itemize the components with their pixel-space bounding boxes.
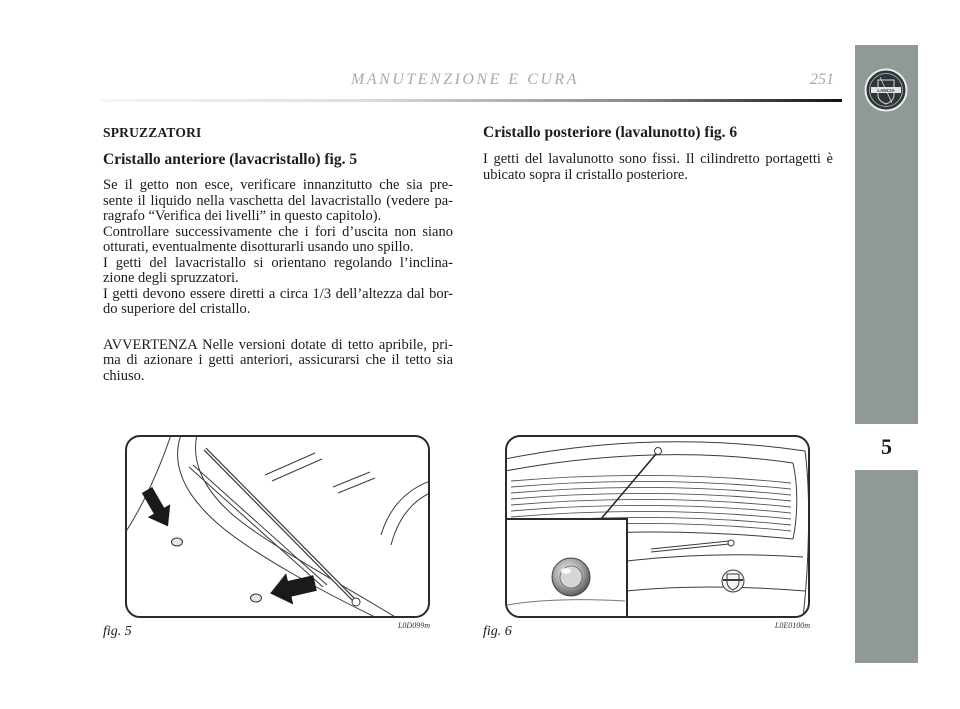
text-line: otturati, eventualmente disotturarli usando uno spillo.: [103, 239, 414, 255]
logo-text: LANCIA: [877, 87, 895, 93]
rear-window-side-edge: [793, 463, 797, 539]
reflection-line: [338, 478, 375, 493]
windscreen-side-edge: [391, 493, 430, 545]
chapter-sidebar-lower: [855, 470, 918, 663]
running-header-title: MANUTENZIONE E CURA: [351, 71, 579, 88]
figure-caption: fig. 6: [483, 624, 512, 639]
lancia-logo-icon: [864, 68, 908, 112]
page-number: 251: [810, 71, 834, 88]
text-line: I getti devono essere diretti a circa 1/3 dell’altezza dal bor-: [103, 285, 453, 302]
windscreen-side-edge: [381, 481, 430, 535]
wiper-blade: [193, 465, 327, 585]
wiper-blade: [189, 467, 323, 587]
figure-code: L0E0100m: [774, 621, 810, 630]
chapter-tab: [855, 424, 918, 470]
text-line: sente il liquido nella vaschetta del lavacristallo (vedere pa-: [103, 192, 453, 209]
figure-5-illustration: [125, 435, 430, 618]
figure-code: L0D099m: [397, 621, 430, 630]
text-line: Controllare successivamente che i fori d’uscita non siano: [103, 223, 453, 240]
reflection-line: [333, 472, 370, 487]
reflection-line: [265, 453, 315, 475]
text-line: I getti del lavalunotto sono fissi. Il cilindretto portagetti è: [483, 151, 833, 167]
body-paragraph: [483, 152, 833, 183]
subheading-rear-washer: Cristallo posteriore (lavalunotto) fig. 6: [483, 124, 738, 141]
text-line: ubicato sopra il cristallo posteriore.: [483, 166, 688, 183]
chapter-sidebar: [855, 45, 918, 424]
text-line: AVVERTENZA Nelle versioni dotate di tetto apribile, pri-: [103, 336, 453, 353]
figure-caption: fig. 5: [103, 624, 132, 639]
rear-washer-nozzle: [655, 448, 662, 455]
wiper-pivot: [352, 598, 360, 606]
reflection-line: [272, 459, 322, 481]
nozzle-highlight: [561, 568, 571, 574]
figure-6-illustration: [505, 435, 810, 618]
text-line: ragrafo “Verifica dei livelli” in questo capitolo).: [103, 208, 382, 224]
text-line: do superiore del cristallo.: [103, 301, 251, 317]
chapter-number: 5: [881, 434, 892, 459]
pointer-arrow: [136, 484, 180, 533]
text-line: chiuso.: [103, 367, 145, 384]
body-contour: [803, 451, 809, 618]
section-heading: SPRUZZATORI: [103, 125, 202, 140]
front-washer-drawing: [125, 435, 430, 618]
leader-line: [601, 454, 656, 519]
warning-paragraph: [103, 338, 453, 385]
tailgate-line: [627, 555, 803, 561]
subheading-front-washer: Cristallo anteriore (lavacristallo) fig. 5: [103, 151, 358, 168]
text-line: zione degli spruzzatori.: [103, 270, 239, 286]
washer-nozzle: [172, 538, 183, 546]
text-line: I getti del lavacristallo si orientano regolando l’inclina-: [103, 254, 453, 271]
header-rule: [100, 99, 842, 102]
washer-nozzle: [251, 594, 262, 602]
body-paragraph: [103, 178, 453, 318]
tailgate-line: [627, 587, 805, 591]
wiper-arm-inner: [205, 449, 355, 601]
text-line: ma di azionare i getti anteriori, assicurarsi che il tetto sia: [103, 352, 453, 368]
text-line: Se il getto non esce, verificare innanzitutto che sia pre-: [103, 177, 453, 193]
rear-washer-drawing: [505, 435, 810, 618]
rear-wiper-pivot: [728, 540, 734, 546]
